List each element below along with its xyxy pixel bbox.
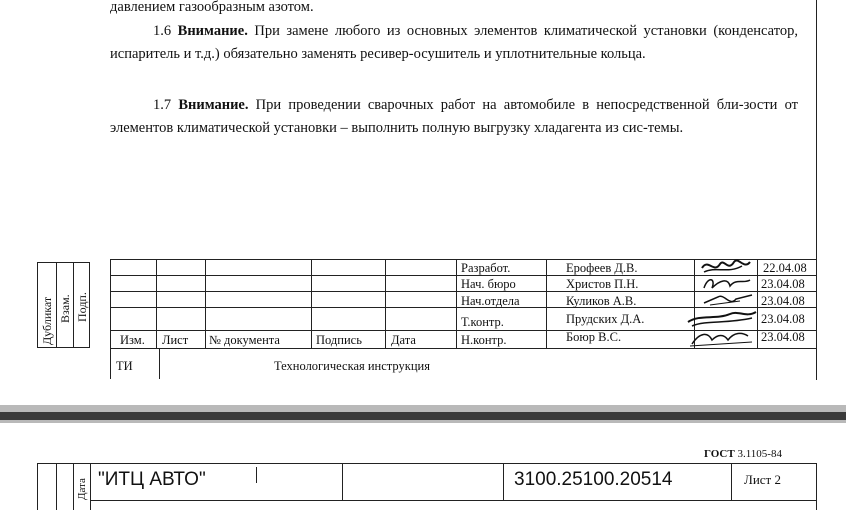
- date-5: 23.04.08: [761, 330, 805, 344]
- next-top-line: [37, 463, 817, 464]
- p16-text: При замене любого из основных элементов климатической установки (конденсатор, испаритель и т.д.) обязательно заменять ресивер-осушитель и уплотнительные кольца.: [110, 23, 799, 62]
- page-separator-light-2: [0, 420, 846, 423]
- org-cursor-mark: [256, 467, 257, 483]
- role-nach-otdela: Нач.отдела: [461, 294, 520, 308]
- name-5: Боюр В.С.: [566, 330, 622, 344]
- signature-5: [688, 328, 758, 348]
- date-1: 22.04.08: [763, 261, 807, 275]
- signature-3: [700, 291, 756, 309]
- header-document: № документа: [209, 333, 280, 347]
- p17-bold: Внимание.: [178, 97, 249, 113]
- name-3: Куликов А.В.: [566, 294, 637, 308]
- next-mid-line: [90, 500, 817, 501]
- p16-number: 1.6: [153, 23, 178, 39]
- role-t-kontr: Т.контр.: [461, 315, 504, 329]
- gost-number: 3.1105-84: [737, 448, 782, 460]
- header-list: Лист: [162, 333, 189, 347]
- date-3: 23.04.08: [761, 294, 805, 308]
- paragraph-1-6: [110, 20, 798, 66]
- side-label-data: Дата: [76, 478, 88, 500]
- header-izm: Изм.: [120, 333, 145, 347]
- p16-bold: Внимание.: [177, 23, 248, 39]
- paragraph-1-7: [110, 94, 798, 140]
- role-nach-buro: Нач. бюро: [461, 277, 516, 291]
- p17-text: При проведении сварочных работ на автомобиле в непосредственной бли-зости от элементов климатической установки – выполнить полную выгрузку хладагента из сис-темы.: [110, 97, 798, 136]
- name-1: Ерофеев Д.В.: [566, 261, 638, 275]
- p17-number: 1.7: [153, 97, 179, 113]
- date-4: 23.04.08: [761, 312, 805, 326]
- signature-4: [686, 308, 760, 328]
- page-separator-dark: [0, 412, 846, 420]
- header-podpis: Подпись: [316, 333, 362, 347]
- side-label-vzam: Взам.: [58, 294, 72, 323]
- gost-word: ГОСТ: [704, 448, 735, 460]
- sheet-number: Лист 2: [744, 472, 781, 487]
- page-separator-light: [0, 405, 846, 412]
- header-data: Дата: [391, 333, 416, 347]
- gost-label: [704, 447, 782, 461]
- role-n-kontr: Н.контр.: [461, 333, 507, 347]
- date-2: 23.04.08: [761, 277, 805, 291]
- role-razrabot: Разработ.: [461, 261, 511, 275]
- org-name: "ИТЦ АВТО": [98, 469, 206, 490]
- page-right-border: [816, 0, 817, 380]
- doc-code: 3100.25100.20514: [514, 469, 673, 490]
- name-4: Прудских Д.А.: [566, 312, 645, 326]
- side-label-dublikat: Дубликат: [40, 296, 54, 345]
- side-label-podp: Подп.: [75, 292, 89, 322]
- signature-1: [698, 256, 758, 276]
- name-2: Христов П.Н.: [566, 277, 639, 291]
- body-line-0: давлением газообразным азотом.: [110, 0, 314, 15]
- doc-type: ТИ: [116, 359, 133, 373]
- doc-title: Технологическая инструкция: [274, 359, 430, 373]
